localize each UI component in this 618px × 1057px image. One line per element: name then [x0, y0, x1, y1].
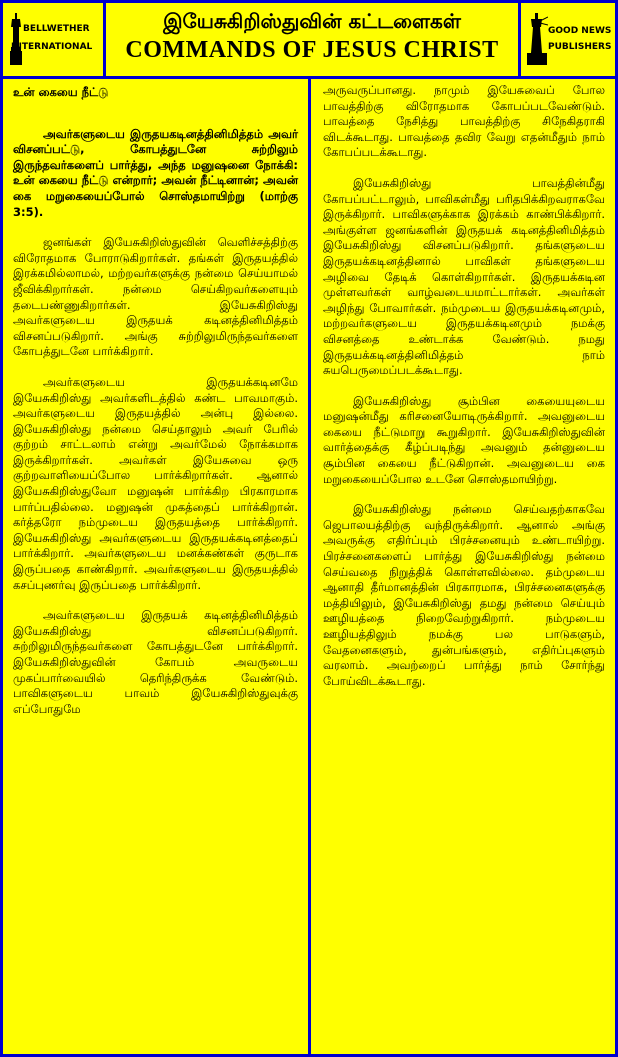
left-column — [3, 79, 308, 1054]
page-header — [106, 3, 518, 76]
logo-line-1: GOOD NEWS — [548, 26, 612, 36]
paragraph: இயேசுகிறிஸ்து சூம்பின கையையுடைய மனுஷன்மீது கரிசனையோடிருக்கிறார். அவனுடைய கையை நீட்டுமாறு கூறுகிறார். இயேசுகிறிஸ்துவின் வார்த்தைக்கு கீழ்ப்படிந்து அவனும் தன்னுடைய சூம்பின கையை நீட்டுகிறான். அவனுடைய கை மறுகையைப்போல உடனே சொஸ்தமாயிற்று. — [323, 393, 605, 486]
good-news-logo — [526, 13, 616, 65]
bellwether-logo — [9, 13, 99, 65]
scripture-quote: அவர்களுடைய இருதயகடினத்தினிமித்தம் அவர் விசனப்பட்டு, கோபத்துடனே சுற்றிலும் இருந்தவர்களைப் பார்த்து, அந்த மனுஷனை நோக்கி: உன் கையை நீட்டு என்றார்; அவன் நீட்டினான்; அவன் கை மறுகையைப்போல் சொஸ்தமாயிற்று (மாற்கு 3:5). — [13, 126, 298, 219]
bell-tower-icon — [9, 13, 25, 65]
section-heading: உன் கையை நீட்டு — [13, 85, 109, 99]
paragraph: அருவருப்பானது. நாமும் இயேசுவைப் போல பாவத்திற்கு விரோதமாக கோபப்படவேண்டும். பாவத்தை நேசித்து பாவத்திற்கு சிநேகிதராகி விடக்கூடாது. பாவத்தை தவிர வேறு எதன்மீதும் நாம் கோபப்படக்கூடாது. — [323, 83, 605, 160]
logo-line-2: INTERNATIONAL — [11, 42, 93, 52]
title-tamil: இயேசுகிறிஸ்துவின் கட்டளைகள் — [163, 9, 461, 33]
paragraph: அவர்களுடைய இருதயக் கடினத்தினிமித்தம் இயேசுகிறிஸ்து விசனப்படுகிறார். சுற்றிலுமிருந்தவர்களை கோபத்துடனே பார்க்கிறார். இயேசுகிறிஸ்துவின் கோபம் அவருடைய முகப்பார்வையில் தெரிந்திருக்க வேண்டும். பாவிகளுடைய பாவம் இயேசுகிறிஸ்துவுக்கு எப்போதுமே — [13, 608, 298, 716]
logo-line-2: PUBLISHERS — [548, 42, 612, 52]
paragraph: ஜனங்கள் இயேசுகிறிஸ்துவின் வெளிச்சத்திற்கு விரோதமாக போராடுகிறார்கள். தங்கள் இருதயத்தில் இரக்கமில்லாமல், மற்றவர்களுக்கு நன்மை செய்யாமல் ஜீவிக்கிறார்கள். நன்மை செய்கிறவர்களையும் தடைபண்ணுகிறார்கள். இயேசுகிறிஸ்து அவர்களுடைய இருதயக் கடினத்தினிமித்தம் விசனப்படுகிறார். அங்கு சுற்றிலுமிருந்தவர்களை கோபத்துடனே பார்க்கிறார். — [13, 235, 298, 359]
paragraph: அவர்களுடைய இருதயக்கடினமே இயேசுகிறிஸ்து அவர்களிடத்தில் கண்ட பாவமாகும். அவர்களுடைய இருதயத்தில் அன்பு இல்லை. இயேசுகிறிஸ்து நன்மை செய்தாலும் அவர் பேரில் குற்றம் சாட்டலாம் என்று அவர்மேல் நோக்கமாக இருக்கிறார்கள். அவர்கள் இயேசுவை ஒரு குற்றவாளியைப்போல பார்க்கிறார்கள். ஆனால் இயேசுகிறிஸ்துவோ மனுஷன் பார்க்கிற பிரகாரமாக பார்ப்பதில்லை. மனுஷன் முகத்தைப் பார்க்கிறான். கர்த்தரோ நம்முடைய இருதயத்தை பார்க்கிறார். இயேசுகிறிஸ்து அவர்களுடைய இருதயக்கடினத்தைப் பார்க்கிறார். அவர்களுடைய மனக்கண்கள் குருடாக இருப்பதை காண்கிறார். அவர்களுடைய இருதயத்தில் கசப்புணர்வு இருப்பதை பார்க்கிறார். — [13, 374, 298, 592]
title-english: COMMANDS OF JESUS CHRIST — [125, 37, 499, 63]
paragraph: இயேசுகிறிஸ்து நன்மை செய்வதற்காகவே ஜெபாலயத்திற்கு வந்திருக்கிறார். ஆனால் அங்கு அவருக்கு எதிர்ப்பும் பிரச்சனையும் உண்டாயிற்று. பிரச்சனைகளைப் பார்த்து இயேசுகிறிஸ்து நன்மை செய்வதை நிறுத்திக் கொள்ளவில்லை. தம்முடைய ஆனாதி தீர்மானத்தின் பிரகாரமாக, பிரச்சனைகளுக்கு மத்தியிலும், இயேசுகிறிஸ்து தமது நன்மை செய்யும் ஊழியத்தை நிறைவேற்றுகிறார். நம்முடைய ஊழியத்திலும் நமக்கு பல பாடுகளும், வேதனைகளும், துன்பங்களும், எதிர்ப்புகளும் வரலாம். அவற்றைப் பார்த்து நாம் சோர்ந்து போய்விடக்கூடாது. — [323, 502, 605, 688]
right-column — [311, 79, 615, 1054]
logo-line-1: BELLWETHER — [23, 24, 90, 34]
publisher-logo-right — [521, 3, 615, 76]
lighthouse-icon — [526, 13, 548, 65]
paragraph: இயேசுகிறிஸ்து பாவத்தின்மீது கோபப்பட்டாலும், பாவிகள்மீது பரிதபிக்கிறவராகவே இருக்கிறார். பாவிகளுக்காக இரக்கம் காண்பிக்கிறார். அங்குள்ள ஜனங்களின் இருதயக் கடினத்தினிமித்தம் இயேசுகிறிஸ்து விசனப்படுகிறார். தங்களுடைய இருதயக்கடினத்தினால் பாவிகள் தங்களுடைய அழிவை தேடிக் கொள்கிறார்கள். இருதயக்கடின முள்ளவர்கள் வாழ்வடையமாட்டார்கள். அவர்கள் அழிந்து போவார்கள். நம்முடைய இருதயக்கடினமும், மற்றவர்களுடைய இருதயக்கடினமும் நமக்கு விசனத்தை உண்டாக்க வேண்டும். நமது இருதயக்கடினத்தினிமித்தம் நாம் சுயபெருமைப்படக்கூடாது. — [323, 175, 605, 378]
publisher-logo-left — [3, 3, 103, 76]
